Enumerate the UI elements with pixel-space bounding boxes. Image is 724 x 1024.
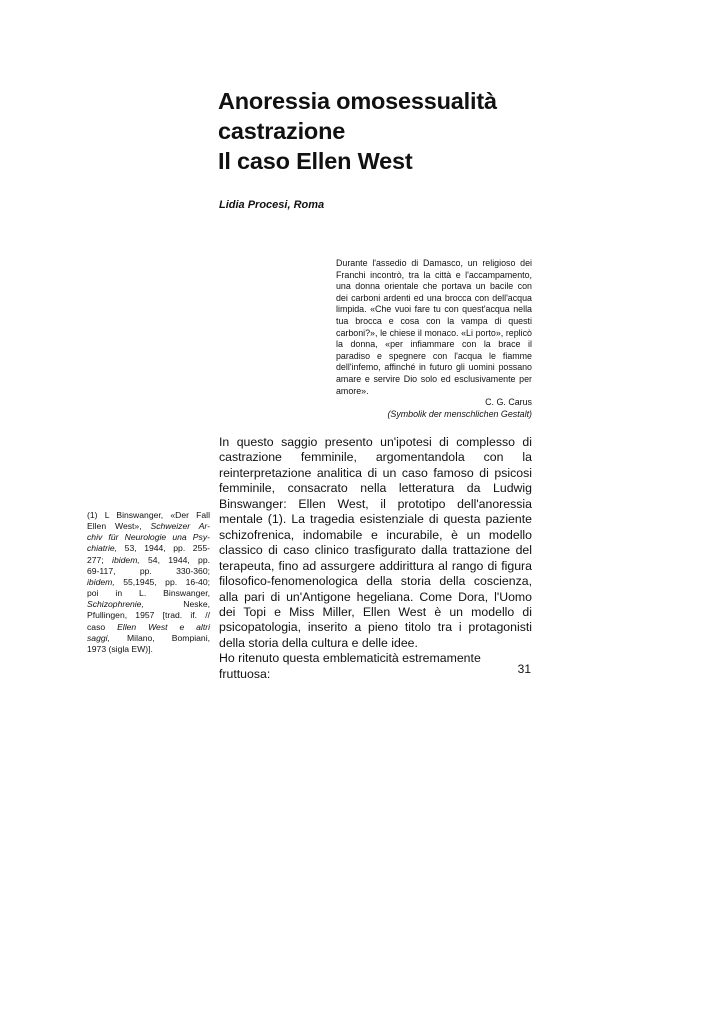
- footnote-line: [87, 543, 210, 554]
- footnote-line: [87, 532, 210, 543]
- footnote-text: caso: [87, 621, 118, 632]
- footnote-line: [87, 599, 210, 610]
- article-title: [218, 86, 678, 176]
- footnote-text: poi in L. Binswanger,: [87, 588, 210, 599]
- footnote-text: 54, 1944, pp.: [139, 554, 211, 565]
- footnote-text: Ellen West»,: [87, 521, 151, 532]
- footnote-text: Milano, Bompiani,: [109, 632, 210, 643]
- footnote-text: 53, 1944, pp. 255-: [117, 543, 210, 554]
- footnote-text: 69-117, pp. 330-360;: [87, 565, 210, 576]
- footnote-line: [87, 622, 210, 633]
- footnote-line: [87, 510, 210, 521]
- epigraph-source: (Symbolik der menschlichen Gestalt): [387, 408, 532, 419]
- body-text: [219, 435, 532, 682]
- footnote-text: Neske,: [143, 599, 210, 610]
- footnote-line: [87, 644, 210, 655]
- footnote-text: (1) L Binswanger, «Der Fall: [87, 510, 210, 520]
- epigraph: [336, 258, 532, 420]
- footnote-line: [87, 521, 210, 532]
- footnote-italic: ibidem,: [112, 554, 140, 565]
- title-line: castrazione: [218, 118, 346, 144]
- footnote-line: [87, 610, 210, 621]
- footnote-italic: chiv für Neurologie una Psy-: [87, 532, 210, 543]
- footnote: [87, 510, 210, 655]
- footnote-text: 55,1945, pp. 16-40;: [114, 576, 210, 587]
- footnote-italic: Ellen West e altri: [117, 621, 210, 632]
- footnote-italic: ibidem,: [87, 576, 115, 587]
- epigraph-attribution: C. G. Carus: [485, 397, 532, 408]
- title-line: Anoressia omosessualità: [218, 88, 497, 114]
- footnote-italic: chiatrie,: [87, 543, 118, 554]
- footnote-line: [87, 577, 210, 588]
- footnote-text: Pfullingen, 1957 [trad. if. //: [87, 610, 210, 621]
- author-byline: Lidia Procesi, Roma: [219, 199, 325, 211]
- epigraph-text: Durante l'assedio di Damasco, un religioso dei Franchi incontrò, tra la città e l'accampamento, una donna orientale che portava un bacile con dei carboni ardenti ed una brocca con dell'acqua limpida. «Che vuoi fare tu con quest'acqua nella tua brocca e cosa con la vampa di questi carboni?», le chiese il monaco. «Li porto», replicò la donna, «per infiammare con la brace il paradiso e spegnere con l'acqua le fiamme dell'infemo, affinché in futuro gli uomini possano amare e servire Dio solo ed esclusivamente per amore».: [336, 258, 532, 396]
- footnote-italic: Schweizer Ar-: [150, 521, 210, 532]
- body-paragraph: In questo saggio presento un'ipotesi di complesso di castrazione femminile, argomentandola con la reinterpretazione analitica di un caso famoso di psicosi femminile, consacrato nella letteratura da Ludwig Binswanger: Ellen West, il prototipo dell'anoressia mentale (1). La tragedia esistenziale di questa paziente schizofrenica, indomabile e incurabile, è un modello classico di caso clinico trasfigurato dalla trattazione del terapeuta, fino ad assurgere addirittura al rango di figura filosofico-fenomenologica della storia della coscienza, alla pari di un'Antigone hegeliana. Come Dora, l'Uomo dei Topi e Miss Miller, Ellen West è un modello di psicopatologia, inserito a pieno titolo tra i protagonisti della storia della cultura e delle idee.: [219, 435, 532, 650]
- body-paragraph: Ho ritenuto questa emblematicità estremamente fruttuosa:: [219, 651, 481, 681]
- footnote-italic: Schizophrenie,: [87, 599, 144, 610]
- title-line: Il caso Ellen West: [218, 148, 413, 174]
- page-number: 31: [517, 662, 531, 676]
- footnote-line: [87, 588, 210, 599]
- footnote-line: [87, 555, 210, 566]
- footnote-text: 1973 (sigla EW)].: [87, 643, 153, 654]
- footnote-line: [87, 633, 210, 644]
- footnote-line: [87, 566, 210, 577]
- footnote-italic: saggi,: [87, 632, 110, 643]
- footnote-text: 277;: [87, 554, 113, 565]
